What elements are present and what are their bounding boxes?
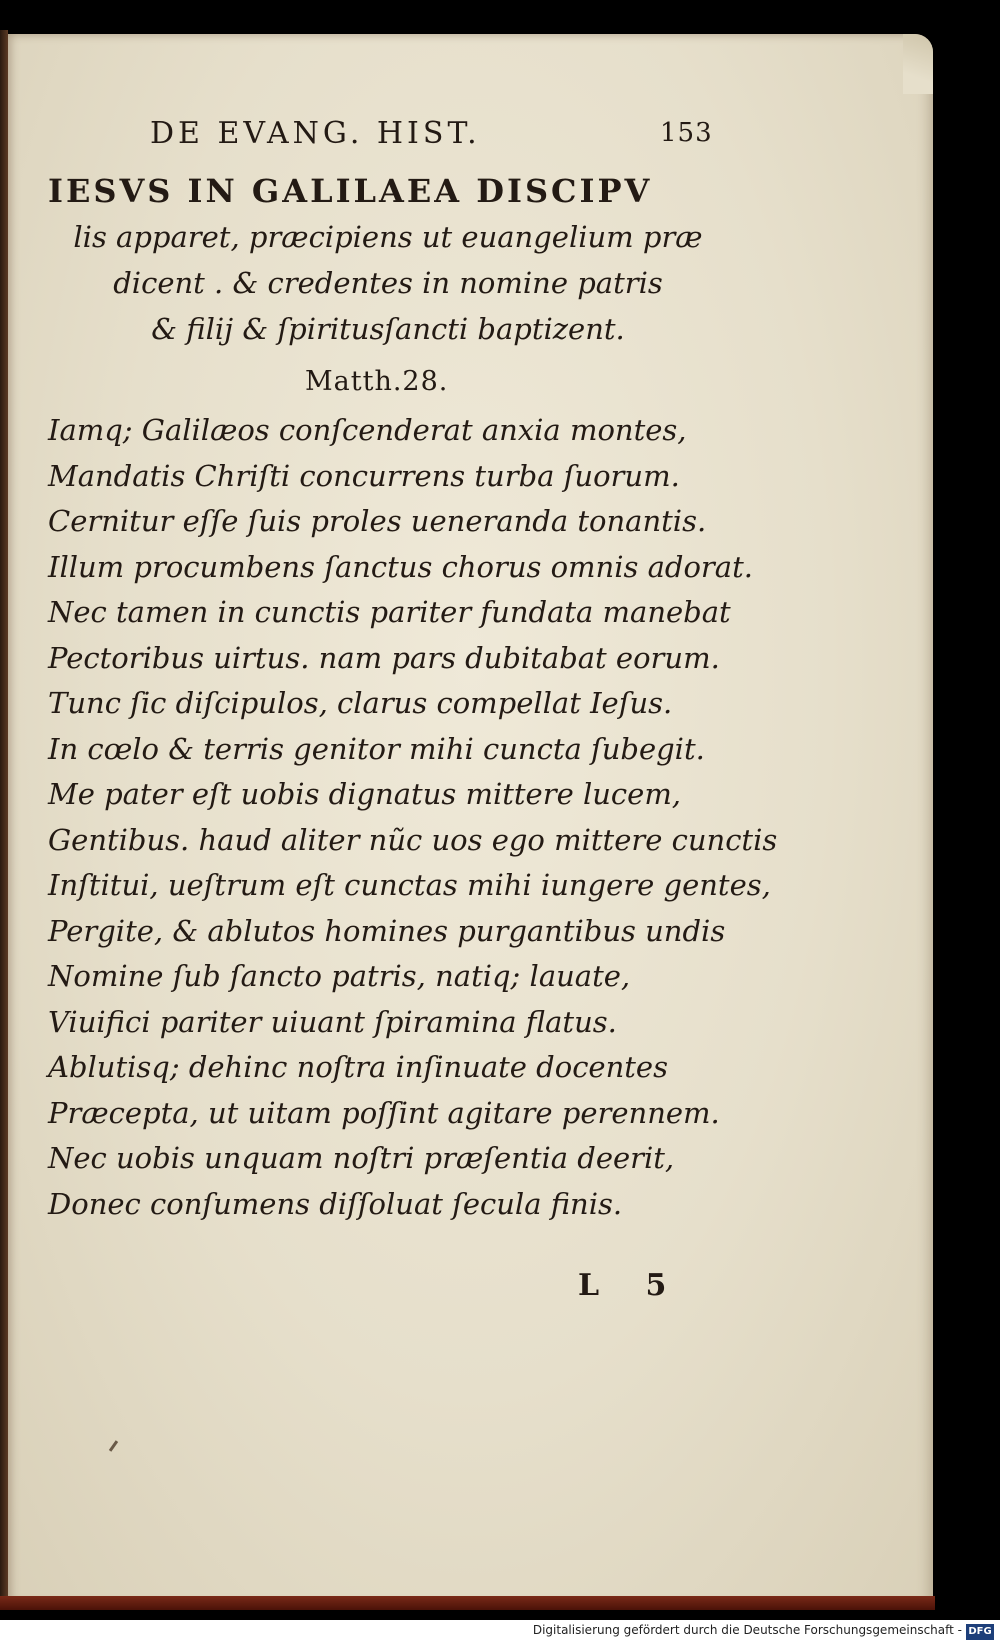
summary-line: lis apparet, præcipiens ut euangelium præ [73,220,703,254]
verse-line: Tunc ſic diſcipulos, clarus compellat Ieſus. [48,686,673,720]
page-corner [903,34,933,94]
dfg-logo[interactable]: DFG [966,1624,994,1640]
page-number: 153 [660,118,713,148]
verse-line: Viuifici pariter uiuant ſpiramina flatus. [48,1004,617,1039]
verse-line: Nomine ſub ſancto patris, natiq; lauate, [48,959,631,993]
verse-line: Inſtitui, ueſtrum eſt cunctas mihi iungere gentes, [48,868,771,902]
verse-line: In cœlo & terris genitor mihi cuncta ſubegit. [48,731,705,766]
verse-line: Gentibus. haud aliter nũc uos ego mittere cunctis [48,822,778,857]
verse-block [48,408,778,1227]
verse-line: Pectoribus uirtus. nam pars dubitabat eorum. [48,640,720,675]
verse-line: Iamq; Galilæos conſcenderat anxia montes, [48,413,687,447]
verse-line: Præcepta, ut uitam poſſint agitare perennem. [48,1095,720,1130]
verse-line: Nec uobis unquam noſtri præſentia deerit, [48,1141,675,1175]
footer-bar [0,1620,1000,1646]
verse-line: Me pater eſt uobis dignatus mittere lucem, [48,777,682,811]
scripture-reference: Matth.28. [305,366,449,397]
verse-line: Donec conſumens diſſoluat ſecula finis. [48,1186,623,1221]
chapter-summary [48,214,728,352]
funding-credit: Digitalisierung gefördert durch die Deutsche Forschungsgemeinschaft - [532,1623,962,1637]
verse-line: Mandatis Chriſti concurrens turba ſuorum. [48,458,680,493]
chapter-heading: IESVS IN GALILAEA DISCIPV [48,172,653,210]
verse-line: Illum procumbens ſanctus chorus omnis adorat. [48,549,753,584]
verse-line: Pergite, & ablutos homines purgantibus undis [48,913,726,948]
signature-mark: L 5 [578,1268,685,1303]
running-head: DE EVANG. HIST. [150,116,481,151]
book-edge-bottom [0,1596,935,1610]
summary-line: dicent . & credentes in nomine patris [113,266,663,300]
verse-line: Cernitur eſſe ſuis proles ueneranda tonantis. [48,504,707,538]
summary-line: & filij & ſpiritusſancti baptizent. [151,312,625,346]
verse-line: Nec tamen in cunctis pariter fundata manebat [48,595,731,629]
binding-edge [0,30,8,1610]
verse-line: Ablutisq; dehinc noſtra inſinuate docentes [48,1050,668,1084]
